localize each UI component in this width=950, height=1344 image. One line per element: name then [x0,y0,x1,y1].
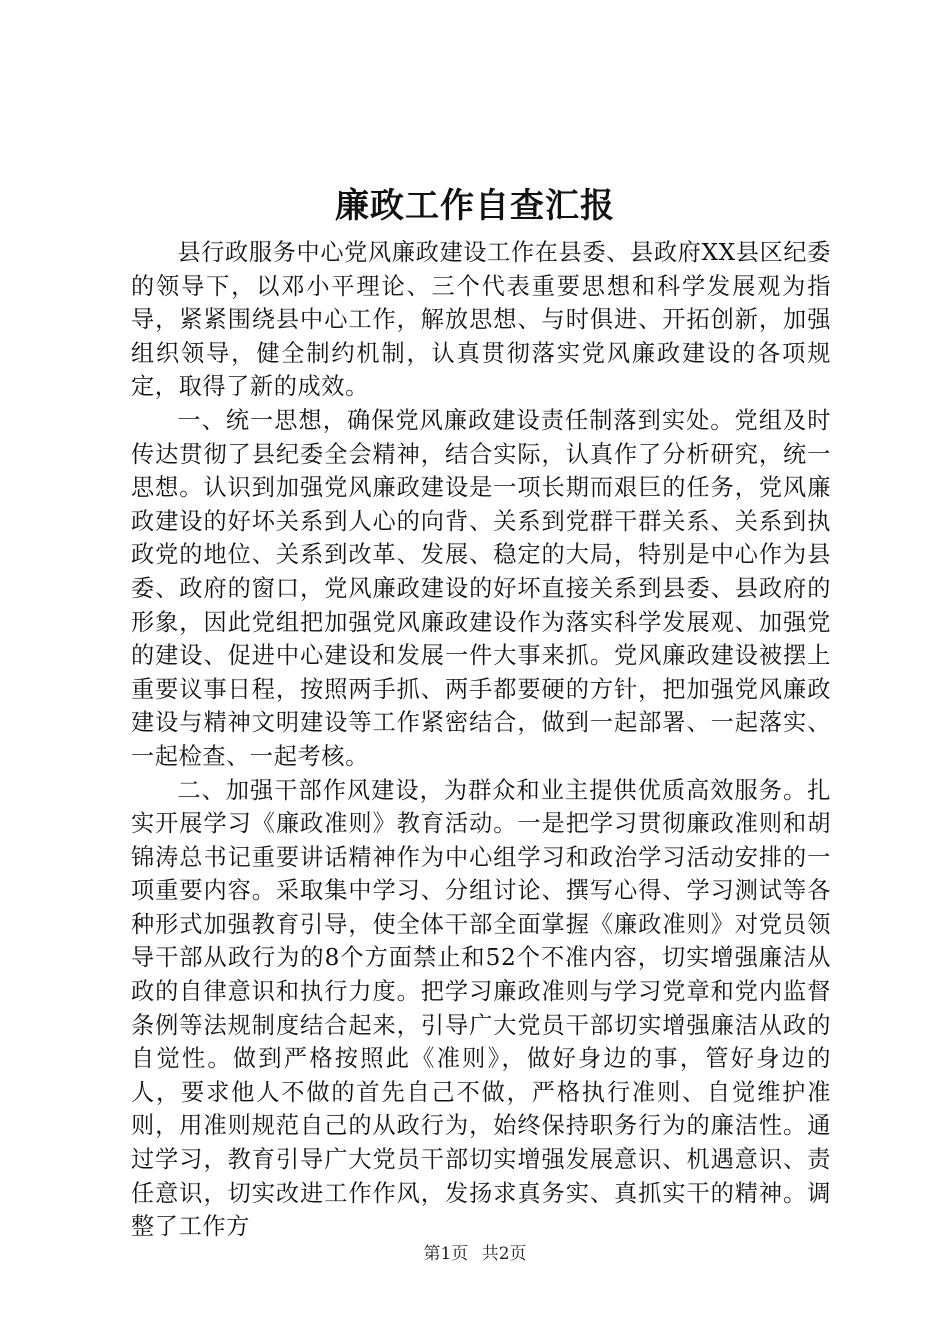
paragraph-section-2: 二、加强干部作风建设，为群众和业主提供优质高效服务。扎实开展学习《廉政准则》教育活动。一是把学习贯彻廉政准则和胡锦涛总书记重要讲话精神作为中心组学习和政治学习活动安排的一项重要内容。采取集中学习、分组讨论、撰写心得、学习测试等各种形式加强教育引导，使全体干部全面掌握《廉政准则》对党员领导干部从政行为的8个方面禁止和52个不准内容，切实增强廉洁从政的自律意识和执行力度。把学习廉政准则与学习党章和党内监督条例等法规制度结合起来，引导广大党员干部切实增强廉洁从政的自觉性。做到严格按照此《准则》，做好身边的事，管好身边的人，要求他人不做的首先自己不做，严格执行准则、自觉维护准则，用准则规范自己的从政行为，始终保持职务行为的廉洁性。通过学习，教育引导广大党员干部切实增强发展意识、机遇意识、责任意识，切实改进工作作风，发扬求真务实、真抓实干的精神。调整了工作方 [131,776,831,1241]
page-total: 共2页 [481,1244,527,1264]
paragraph-section-1: 一、统一思想，确保党风廉政建设责任制落到实处。党组及时传达贯彻了县纪委全会精神，结合实际，认真作了分析研究，统一思想。认识到加强党风廉政建设是一项长期而艰巨的任务，党风廉政建设的好坏关系到人心的向背、关系到党群干群关系、关系到执政党的地位、关系到改革、发展、稳定的大局，特别是中心作为县委、政府的窗口，党风廉政建设的好坏直接关系到县委、县政府的形象，因此党组把加强党风廉政建设作为落实科学发展观、加强党的建设、促进中心建设和发展一件大事来抓。党风廉政建设被摆上重要议事日程，按照两手抓、两手都要硬的方针，把加强党风廉政建设与精神文明建设等工作紧密结合，做到一起部署、一起落实、一起检查、一起考核。 [131,406,831,770]
page-number: 第1页 [423,1244,469,1264]
paragraph-intro: 县行政服务中心党风廉政建设工作在县委、县政府XX县区纪委的领导下，以邓小平理论、三个代表重要思想和科学发展观为指导，紧紧围绕县中心工作，解放思想、与时俱进、开拓创新，加强组织领导，健全制约机制，认真贯彻落实党风廉政建设的各项规定，取得了新的成效。 [131,239,831,401]
document-title: 廉政工作自查汇报 [335,186,615,226]
page-footer [0,1242,950,1266]
document-body [131,236,831,1244]
